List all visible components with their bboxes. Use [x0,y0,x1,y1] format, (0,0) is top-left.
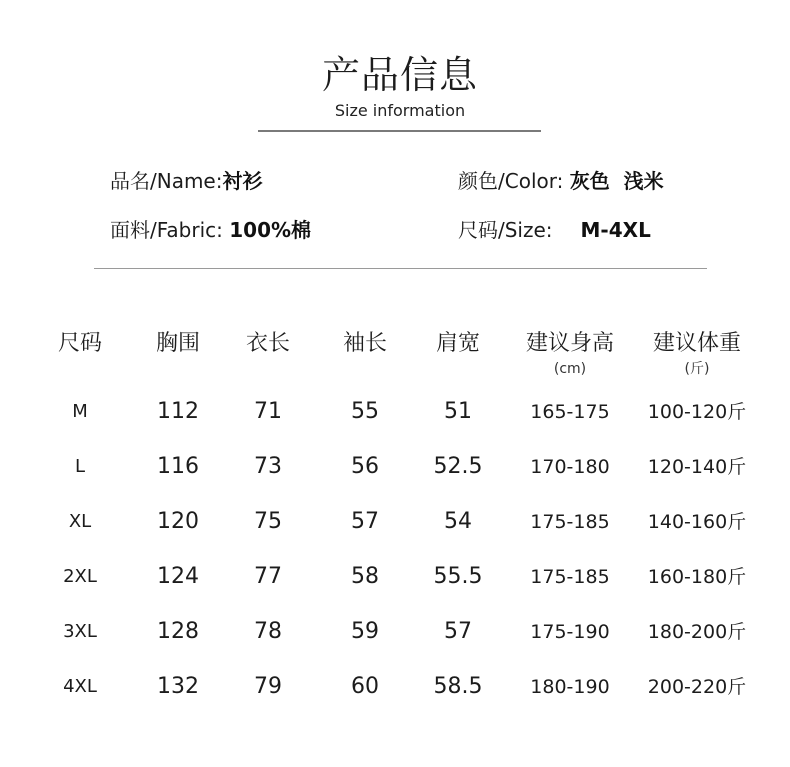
info-divider [94,268,707,269]
info-fabric [110,217,311,243]
info-name [110,168,262,194]
table-cell: 175-190 [530,621,610,643]
table-cell: 55.5 [433,564,483,589]
info-color [458,168,664,194]
info-name-value: 衬衫 [222,169,263,193]
table-cell: 120-140斤 [647,456,747,478]
table-cell: 75 [254,509,282,534]
table-cell: 175-185 [530,511,610,533]
table-cell: 128 [157,619,199,644]
table-cell: 180-190 [530,676,610,698]
table-header-unit-5: (cm) [553,361,587,377]
table-cell: 165-175 [530,401,610,423]
page-subtitle: Size information [334,101,466,120]
table-cell: 140-160斤 [647,511,747,533]
table-row-size: XL [68,511,92,532]
table-cell: 54 [444,509,472,534]
table-cell: 58 [351,564,379,589]
table-cell: 52.5 [433,454,483,479]
table-cell: 124 [157,564,199,589]
info-color-label: 颜色/Color: [458,169,564,193]
table-cell: 78 [254,619,282,644]
table-cell: 200-220斤 [647,676,747,698]
info-size-label: 尺码/Size: [458,218,553,242]
table-cell: 100-120斤 [647,401,747,423]
table-cell: 58.5 [433,674,483,699]
table-row-size: 2XL [63,566,97,587]
table-cell: 51 [444,399,472,424]
table-cell: 132 [157,674,199,699]
table-cell: 60 [351,674,379,699]
table-header-1: 胸围 [155,331,200,356]
table-cell: 160-180斤 [647,566,747,588]
table-cell: 180-200斤 [647,621,747,643]
table-cell: 170-180 [530,456,610,478]
table-cell: 71 [254,399,282,424]
table-header-unit-6: (斤) [684,361,710,377]
table-cell: 57 [351,509,379,534]
info-size [458,217,651,243]
table-row-size: 3XL [63,621,97,642]
table-row-size: 4XL [63,676,97,697]
table-header-5: 建议身高 [525,331,614,356]
table-cell: 59 [351,619,379,644]
table-header-6: 建议体重 [652,331,741,356]
info-fabric-label: 面料/Fabric: [110,218,223,242]
table-cell: 57 [444,619,472,644]
table-header-4: 肩宽 [435,331,480,356]
table-row-size: L [74,456,86,477]
table-row-size: M [72,401,88,422]
table-cell: 120 [157,509,199,534]
title-divider [258,130,541,132]
info-size-value: M-4XL [580,218,651,242]
table-header-3: 袖长 [342,331,387,356]
table-cell: 79 [254,674,282,699]
table-cell: 55 [351,399,379,424]
info-fabric-value: 100%棉 [229,218,312,242]
table-cell: 116 [157,454,199,479]
table-cell: 73 [254,454,282,479]
page-title: 产品信息 [321,53,478,97]
table-cell: 112 [157,399,199,424]
table-header-2: 衣长 [245,331,290,356]
table-cell: 175-185 [530,566,610,588]
info-color-value: 灰色 浅米 [569,169,664,193]
table-cell: 77 [254,564,282,589]
info-name-label: 品名/Name: [110,169,223,193]
table-header-0: 尺码 [57,331,102,356]
table-cell: 56 [351,454,379,479]
